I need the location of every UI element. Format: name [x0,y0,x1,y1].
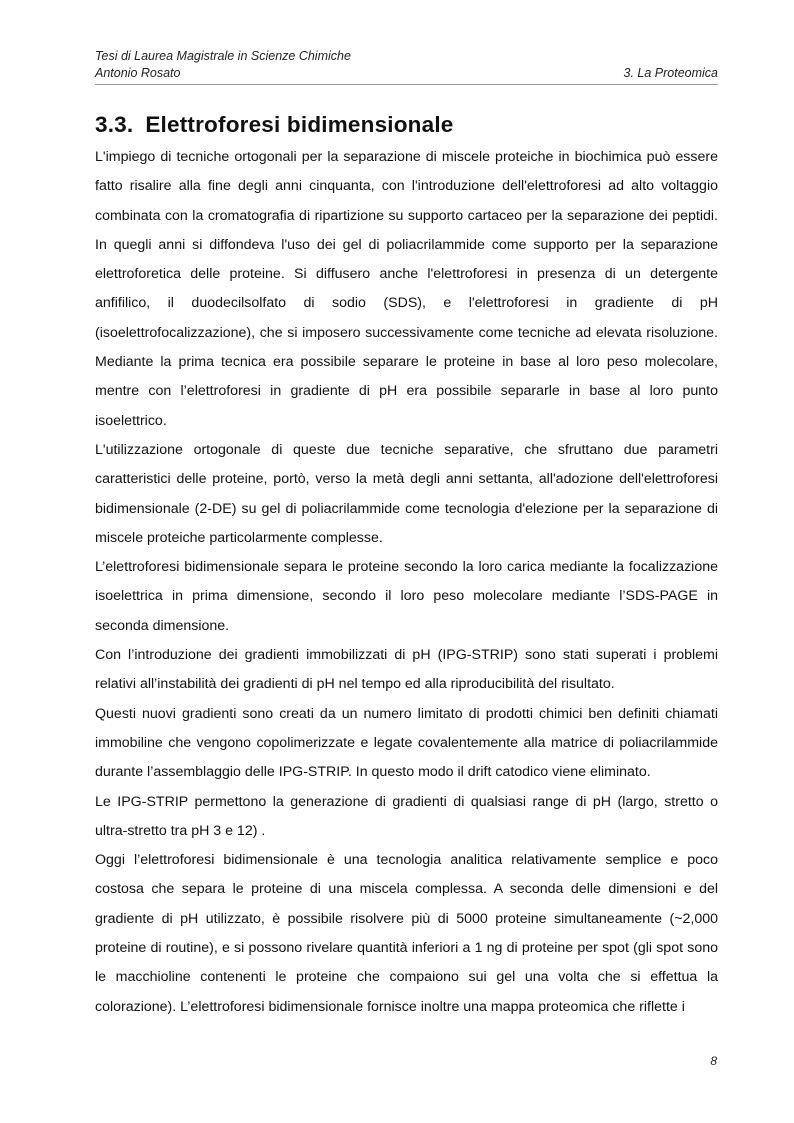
paragraph: L'utilizzazione ortogonale di queste due tecniche separative, che sfruttano due parametri caratteristici delle proteine, portò, verso la metà degli anni settanta, all'adozione dell'elettroforesi bidimensionale (2-DE) su gel di poliacrilammide come tecnologia d'elezione per la separazione di miscele proteiche particolarmente complesse. [95,441,718,546]
header-divider [95,84,718,85]
page-header [95,48,718,82]
paragraph: L’elettroforesi bidimensionale separa le proteine secondo la loro carica mediante la focalizzazione isoelettrica in prima dimensione, secondo il loro peso molecolare mediante l’SDS-PAGE in seconda dimensione. [95,559,718,634]
body-text [95,143,718,1022]
section-heading [95,112,454,138]
paragraph: Oggi l’elettroforesi bidimensionale è una tecnologia analitica relativamente semplice e poco costosa che separa le proteine di una miscela complessa. A seconda delle dimensioni e del gradiente di pH utilizzato, è possibile risolvere più di 5000 proteine simultaneamente (~2,000 proteine di routine), e si possono rivelare quantità inferiori a 1 ng di proteine per spot (gli spot sono le macchioline contenenti le proteine che compaiono sui gel una volta che si effettua la colorazione). L’elettroforesi bidimensionale fornisce inoltre una mappa proteomica che riflette i [95,852,718,1015]
paragraph: Questi nuovi gradienti sono creati da un numero limitato di prodotti chimici ben definiti chiamati immobiline che vengono copolimerizzate e legate covalentemente alla matrice di poliacrilammide durante l’assemblaggio delle IPG-STRIP. In questo modo il drift catodico viene eliminato. [95,705,718,781]
paragraph: L'impiego di tecniche ortogonali per la separazione di miscele proteiche in biochimica può essere fatto risalire alla fine degli anni cinquanta, con l'introduzione dell'elettroforesi ad alto voltaggio combinata con la cromatografia di ripartizione su supporto cartaceo per la separazione dei peptidi. In quegli anni si diffondeva l'uso dei gel di poliacrilammide come supporto per la separazione elettroforetica delle proteine. Si diffusero anche l'elettroforesi in presenza di un detergente anfifilico, il duodecilsolfato di sodio (SDS), e l'elettroforesi in gradiente di pH (isoelettrofocalizzazione), che si imposero successivamente come tecniche ad elevata risoluzione. Mediante la prima tecnica era possibile separare le proteine in base al loro peso molecolare, mentre con l’elettroforesi in gradiente di pH era possibile separarle in base al loro punto isoelettrico. [95,149,718,429]
author-name: Antonio Rosato [95,66,181,80]
page-number: 8 [710,1054,717,1068]
chapter-title: 3. La Proteomica [623,66,718,80]
paragraph: Con l’introduzione dei gradienti immobilizzati di pH (IPG-STRIP) sono stati superati i problemi relativi all’instabilità dei gradienti di pH nel tempo ed alla riproducibilità del risultato. [95,647,718,693]
section-number: 3.3. [95,112,134,137]
section-title-text: Elettroforesi bidimensionale [145,112,454,137]
paragraph: Le IPG-STRIP permettono la generazione di gradienti di qualsiasi range di pH (largo, stretto o ultra-stretto tra pH 3 e 12) . [95,793,718,839]
thesis-title: Tesi di Laurea Magistrale in Scienze Chimiche [95,49,351,63]
